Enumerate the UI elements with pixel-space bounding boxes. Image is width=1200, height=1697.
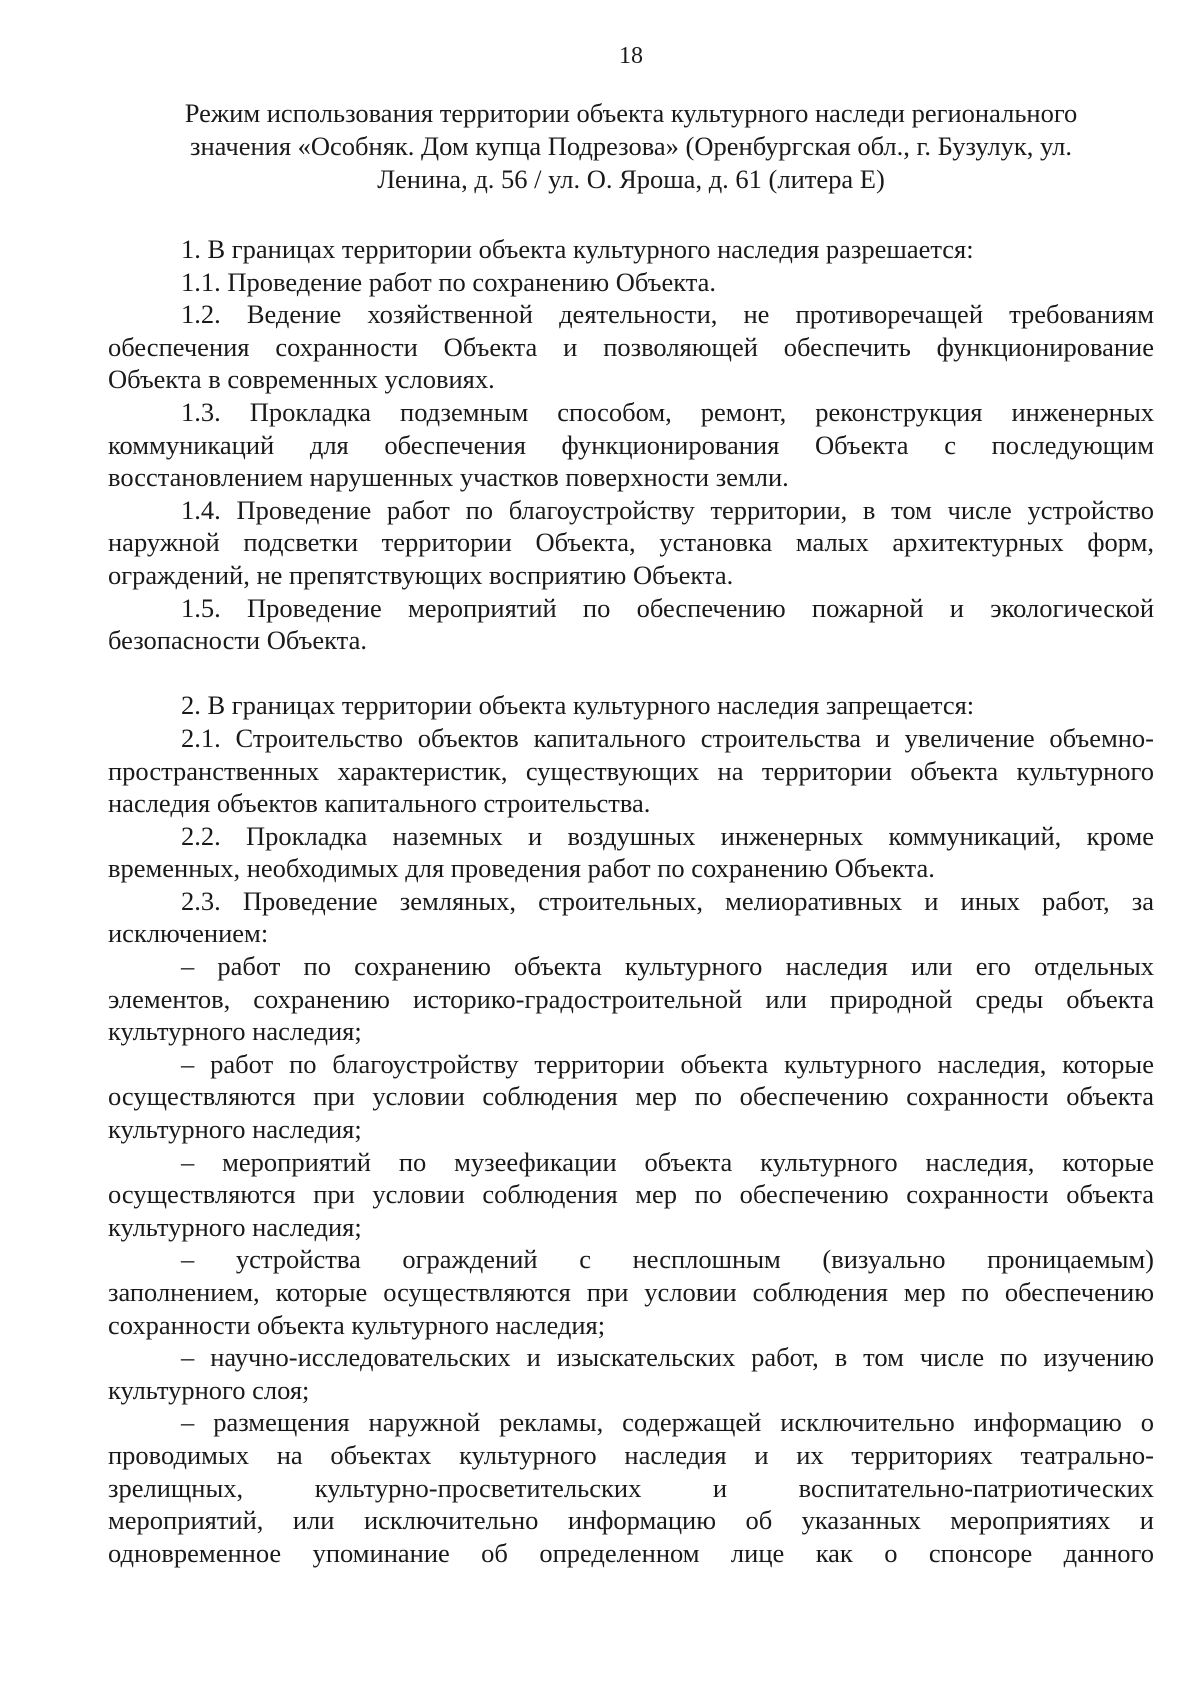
text-line: проводимых на объектах культурного наследия и их территориях театрально- — [108, 1439, 1154, 1470]
text-line: 1.4. Проведение работ по благоустройству территории, в том числе устройство — [181, 494, 1154, 525]
text-line: мероприятий, или исключительно информацию об указанных мероприятиях и — [108, 1505, 1154, 1536]
text-line: 1.3. Прокладка подземным способом, ремонт, реконструкция инженерных — [181, 396, 1154, 427]
text-line: 2.2. Прокладка наземных и воздушных инженерных коммуникаций, кроме — [181, 820, 1154, 851]
text-line: – работ по сохранению объекта культурного наследия или его отдельных — [181, 951, 1154, 982]
paragraph-p1-2 — [108, 298, 1154, 396]
text-line: 1.1. Проведение работ по сохранению Объекта. — [181, 266, 717, 297]
paragraph-p1-4 — [108, 494, 1154, 592]
paragraph-p2-1 — [108, 722, 1154, 820]
text-line: осуществляются при условии соблюдения мер по обеспечению сохранности объекта — [108, 1179, 1154, 1210]
text-line: заполнением, которые осуществляются при условии соблюдения мер по обеспечению — [108, 1277, 1154, 1307]
text-line: сохранности объекта культурного наследия; — [108, 1309, 606, 1340]
text-line: обеспечения сохранности Объекта и позволяющей обеспечить функционирование — [108, 331, 1154, 362]
paragraph-b3 — [108, 1146, 1154, 1244]
text-line: 1. В границах территории объекта культурного наследия разрешается: — [181, 234, 974, 264]
text-line: исключением: — [108, 918, 269, 949]
paragraph-p1-5 — [108, 592, 1154, 657]
text-line: восстановлением нарушенных участков поверхности земли. — [108, 462, 789, 493]
text-line: 2. В границах территории объекта культурного наследия запрещается: — [181, 690, 975, 721]
text-line: наследия объектов капитального строительства. — [108, 788, 651, 819]
text-line: пространственных характеристик, существующих на территории объекта культурного — [108, 755, 1154, 786]
title-line: Режим использования территории объекта культурного наследи регионального — [184, 98, 1078, 128]
text-line: безопасности Объекта. — [108, 625, 367, 656]
paragraph-p2-2 — [108, 820, 1154, 885]
text-line: ограждений, не препятствующих восприятию Объекта. — [108, 559, 734, 590]
text-line: – устройства ограждений с несплошным (визуально проницаемым) — [181, 1244, 1154, 1275]
text-line: осуществляются при условии соблюдения мер по обеспечению сохранности объекта — [108, 1081, 1154, 1112]
document-body — [108, 233, 1154, 1569]
text-line: – работ по благоустройству территории объекта культурного наследия, которые — [181, 1048, 1154, 1079]
text-line: культурного наследия; — [108, 1211, 362, 1242]
title-line: Ленина, д. 56 / ул. О. Яроша, д. 61 (литера Е) — [377, 164, 885, 194]
paragraph-b5 — [108, 1341, 1154, 1406]
text-line: – мероприятий по музеефикации объекта культурного наследия, которые — [181, 1146, 1154, 1177]
text-line: культурного наследия; — [108, 1016, 362, 1047]
text-line: элементов, сохранению историко-градостроительной или природной среды объекта — [108, 983, 1154, 1014]
text-line: культурного наследия; — [108, 1114, 362, 1145]
text-line: – размещения наружной рекламы, содержащей исключительно информацию о — [181, 1407, 1154, 1438]
paragraph-b1 — [108, 950, 1154, 1048]
paragraph-b2 — [108, 1048, 1154, 1146]
text-line: 1.5. Проведение мероприятий по обеспечению пожарной и экологической — [181, 592, 1154, 623]
text-line: коммуникаций для обеспечения функционирования Объекта с последующим — [108, 429, 1154, 460]
document-title — [108, 97, 1154, 196]
paragraph-p1 — [108, 233, 1154, 266]
page-number: 18 — [619, 43, 643, 69]
paragraph-p1-1 — [108, 266, 1154, 299]
text-line: одновременное упоминание об определенном лице как о спонсоре данного — [108, 1537, 1154, 1568]
paragraph-b6 — [108, 1406, 1154, 1569]
text-line: зрелищных, культурно-просветительских и воспитательно-патриотических — [108, 1472, 1154, 1503]
title-line: значения «Особняк. Дом купца Подрезова» (Оренбургская обл., г. Бузулук, ул. — [190, 131, 1072, 161]
text-line: временных, необходимых для проведения работ по сохранению Объекта. — [108, 853, 935, 884]
paragraph-b4 — [108, 1243, 1154, 1341]
paragraph-p2-3 — [108, 885, 1154, 950]
text-line: Объекта в современных условиях. — [108, 364, 495, 395]
text-line: 2.1. Строительство объектов капитального строительства и увеличение объемно- — [181, 722, 1154, 753]
document-page — [108, 0, 1154, 1697]
text-line: культурного слоя; — [108, 1374, 310, 1405]
text-line: 1.2. Ведение хозяйственной деятельности, не противоречащей требованиям — [181, 299, 1154, 330]
paragraph-p1-3 — [108, 396, 1154, 494]
paragraph-p2 — [108, 689, 1154, 722]
text-line: – научно-исследовательских и изыскательских работ, в том числе по изучению — [181, 1342, 1154, 1373]
text-line: наружной подсветки территории Объекта, установка малых архитектурных форм, — [108, 527, 1154, 558]
text-line: 2.3. Проведение земляных, строительных, мелиоративных и иных работ, за — [181, 885, 1154, 916]
